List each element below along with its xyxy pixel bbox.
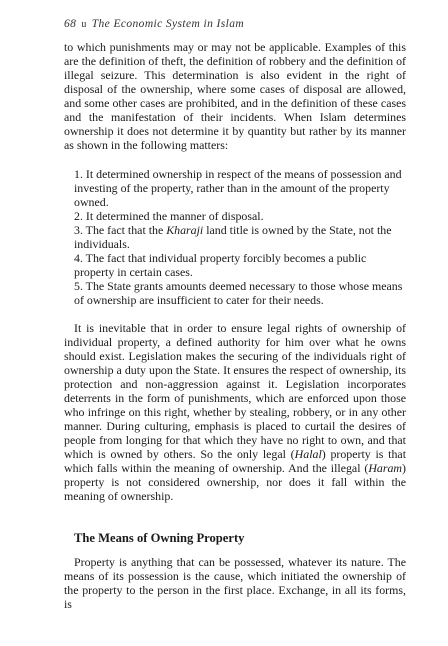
kharaji-term: Kharaji <box>166 223 204 237</box>
book-page <box>64 18 406 611</box>
haram-term: Haram <box>368 461 403 475</box>
ownership-matters-list <box>74 167 406 307</box>
page-number: 68 <box>64 18 77 30</box>
list-item: 2. It determined the manner of disposal. <box>74 209 264 223</box>
list-item: 5. The State grants amounts deemed necessary to those whose means of ownership are insufficient to cater for their needs. <box>74 279 403 307</box>
list-item <box>74 223 406 251</box>
section-heading: The Means of Owning Property <box>74 531 245 545</box>
list-item: 4. The fact that individual property forcibly becomes a public property in certain cases. <box>74 251 367 279</box>
paragraph-property-definition: Property is anything that can be possessed, whatever its nature. The means of its possession is the cause, which initiated the ownership of the property to the person in the first place. Exchange, in all its forms, is <box>64 555 406 611</box>
paragraph-legal-rights <box>64 321 406 503</box>
halal-term: Halal <box>294 447 322 461</box>
paragraph-text: It is inevitable that in order to ensure legal rights of ownership of individual property, a defined authority for him over what he owns should exist. Legislation makes the securing of the individuals right of ownership a duty upon the State. It ensures the respect of ownership, its protection and non-aggression against it. Legislation incorporates deterrents in the form of punishments, which are enforced upon those who infringe on this right, whether by stealing, robbery, or in any other manner. During culturing, emphasis is placed to curtail the desires of people from longing for that which they have no right to own, and that which is owned by others. So the only legal ( <box>64 321 406 461</box>
paragraph-continuation: to which punishments may or may not be applicable. Examples of this are the definition of theft, the definition of robbery and the definition of illegal seizure. This determination is also evident in the right of disposal of the ownership, where some cases of disposal are allowed, and some other cases are prohibited, and in the definition of these cases and the manifestation of their incidents. When Islam determines ownership it does not determine it by quantity but rather by its manner as shown in the following matters: <box>64 40 406 152</box>
running-header <box>64 18 406 30</box>
book-title: The Economic System in Islam <box>91 18 245 30</box>
header-separator: u <box>81 19 87 30</box>
paragraph-text: ) property is that which falls within the meaning of ownership. And the illegal ( <box>64 447 406 475</box>
list-item-text: land title is owned by the State, not the individuals. <box>74 223 392 251</box>
list-item-text: 3. The fact that the <box>74 223 167 237</box>
list-item: 1. It determined ownership in respect of the means of possession and investing of the property, rather than in the amount of the property owned. <box>74 167 402 209</box>
paragraph-text: ) property is not considered ownership, nor does it fall within the meaning of ownership. <box>64 461 406 503</box>
